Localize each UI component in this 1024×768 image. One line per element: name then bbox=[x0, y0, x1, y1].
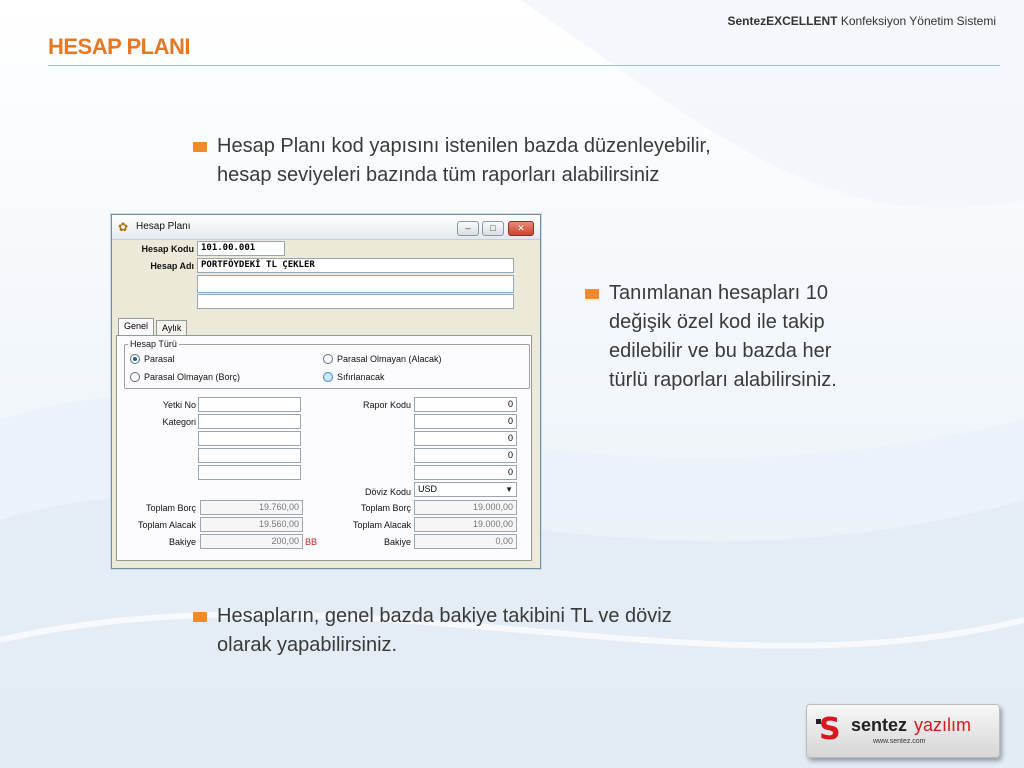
toplam-alacak-label: Toplam Alacak bbox=[137, 520, 196, 530]
radio-selected-icon bbox=[130, 354, 140, 364]
hesap-kodu-label: Hesap Kodu bbox=[141, 244, 194, 254]
bullet-3-line-1: Hesapların, genel bazda bakiye takibini TL ve döviz bbox=[217, 605, 672, 627]
close-button[interactable]: ✕ bbox=[508, 221, 534, 236]
toplam-alacak-doviz-label: Toplam Alacak bbox=[352, 520, 411, 530]
bullet-2-line-4: türlü raporları alabilirsiniz. bbox=[609, 369, 837, 391]
toplam-borc-doviz: 19.000,00 bbox=[414, 500, 517, 515]
radio-icon bbox=[130, 372, 140, 382]
logo-s-icon: S bbox=[819, 712, 841, 747]
radio-parasal[interactable] bbox=[130, 354, 175, 364]
bullet-1-line-1: Hesap Planı kod yapısını istenilen bazda düzenleyebilir, bbox=[217, 135, 711, 157]
radio-parasal-olmayan-borc[interactable] bbox=[130, 372, 240, 382]
ozel-kod-3-input[interactable] bbox=[198, 431, 301, 446]
ozel-kod-r4-input[interactable]: 0 bbox=[414, 448, 517, 463]
doviz-kodu-select[interactable] bbox=[414, 482, 517, 497]
hesap-turu-group bbox=[124, 344, 530, 389]
kategori-label: Kategori bbox=[162, 417, 196, 427]
hesap-adi-3-input[interactable] bbox=[197, 294, 514, 309]
logo-name-yazilim: yazılım bbox=[914, 715, 972, 735]
app-icon: ✿ bbox=[118, 220, 129, 234]
chevron-down-icon[interactable]: ▼ bbox=[505, 485, 513, 494]
ozel-kod-r5-input[interactable]: 0 bbox=[414, 465, 517, 480]
window-title: Hesap Planı bbox=[136, 221, 191, 232]
bullet-square-icon bbox=[193, 142, 207, 152]
yetki-no-input[interactable] bbox=[198, 397, 301, 412]
bullet-2-line-1: Tanımlanan hesapları 10 bbox=[609, 282, 829, 304]
brand-bold: SentezEXCELLENT bbox=[727, 14, 838, 28]
toplam-borc-doviz-label: Toplam Borç bbox=[360, 503, 411, 513]
title-divider bbox=[48, 65, 1000, 66]
brand-rest: Konfeksiyon Yönetim Sistemi bbox=[840, 14, 996, 28]
radio-alacak-label: Parasal Olmayan (Alacak) bbox=[337, 354, 442, 364]
bullet-1 bbox=[217, 132, 711, 190]
bullet-2-line-3: edilebilir ve bu bazda her bbox=[609, 340, 832, 362]
maximize-button[interactable]: □ bbox=[482, 221, 504, 236]
minimize-button[interactable]: – bbox=[457, 221, 479, 236]
brand-caption bbox=[727, 14, 996, 28]
hesap-adi-label: Hesap Adı bbox=[150, 261, 194, 271]
doviz-kodu-label: Döviz Kodu bbox=[364, 487, 411, 497]
radio-sifirlanacak-label: Sıfırlanacak bbox=[337, 372, 385, 382]
toplam-alacak-doviz: 19.000,00 bbox=[414, 517, 517, 532]
doviz-kodu-value: USD bbox=[418, 484, 438, 494]
bakiye-doviz-label: Bakiye bbox=[383, 537, 411, 547]
bullet-square-icon bbox=[193, 612, 207, 622]
bullet-1-line-2: hesap seviyeleri bazında tüm raporları alabilirsiniz bbox=[217, 164, 660, 186]
bakiye-flag: BB bbox=[305, 537, 318, 547]
radio-parasal-label: Parasal bbox=[144, 354, 175, 364]
hesap-kodu-input[interactable]: 101.00.001 bbox=[197, 241, 285, 256]
tab-genel[interactable]: Genel bbox=[118, 318, 154, 337]
toplam-borc-tl: 19.760,00 bbox=[200, 500, 303, 515]
bullet-2 bbox=[609, 279, 837, 395]
logo-url: www.sentez.com bbox=[873, 738, 926, 745]
radio-sifirlanacak[interactable] bbox=[323, 372, 385, 382]
ozel-kod-r3-input[interactable]: 0 bbox=[414, 431, 517, 446]
rapor-kodu-label: Rapor Kodu bbox=[362, 400, 411, 410]
hesap-adi-input[interactable]: PORTFÖYDEKİ TL ÇEKLER bbox=[197, 258, 514, 273]
bakiye-doviz: 0,00 bbox=[414, 534, 517, 549]
bullet-3 bbox=[217, 602, 672, 660]
kategori-input[interactable] bbox=[198, 414, 301, 429]
rapor-kodu-input[interactable]: 0 bbox=[414, 397, 517, 412]
ozel-kod-r2-input[interactable]: 0 bbox=[414, 414, 517, 429]
hesap-turu-label: Hesap Türü bbox=[130, 339, 177, 349]
toplam-alacak-tl: 19.560,00 bbox=[200, 517, 303, 532]
bullet-2-line-2: değişik özel kod ile takip bbox=[609, 311, 825, 333]
bullet-3-line-2: olarak yapabilirsiniz. bbox=[217, 634, 398, 656]
sentez-logo bbox=[806, 704, 1000, 758]
ozel-kod-4-input[interactable] bbox=[198, 448, 301, 463]
bullet-square-icon bbox=[585, 289, 599, 299]
toplam-borc-label: Toplam Borç bbox=[145, 503, 196, 513]
radio-parasal-olmayan-alacak[interactable] bbox=[323, 354, 442, 364]
bakiye-tl: 200,00 bbox=[200, 534, 303, 549]
radio-borc-label: Parasal Olmayan (Borç) bbox=[144, 372, 241, 382]
page-title: HESAP PLANI bbox=[48, 34, 191, 59]
ozel-kod-5-input[interactable] bbox=[198, 465, 301, 480]
tab-aylik[interactable]: Aylık bbox=[156, 320, 187, 337]
radio-icon bbox=[323, 372, 333, 382]
window-titlebar[interactable] bbox=[112, 215, 540, 240]
hesap-adi-2-input[interactable] bbox=[197, 275, 514, 293]
yetki-no-label: Yetki No bbox=[162, 400, 196, 410]
logo-name-sentez: sentez bbox=[851, 715, 908, 735]
radio-icon bbox=[323, 354, 333, 364]
bakiye-label: Bakiye bbox=[168, 537, 196, 547]
